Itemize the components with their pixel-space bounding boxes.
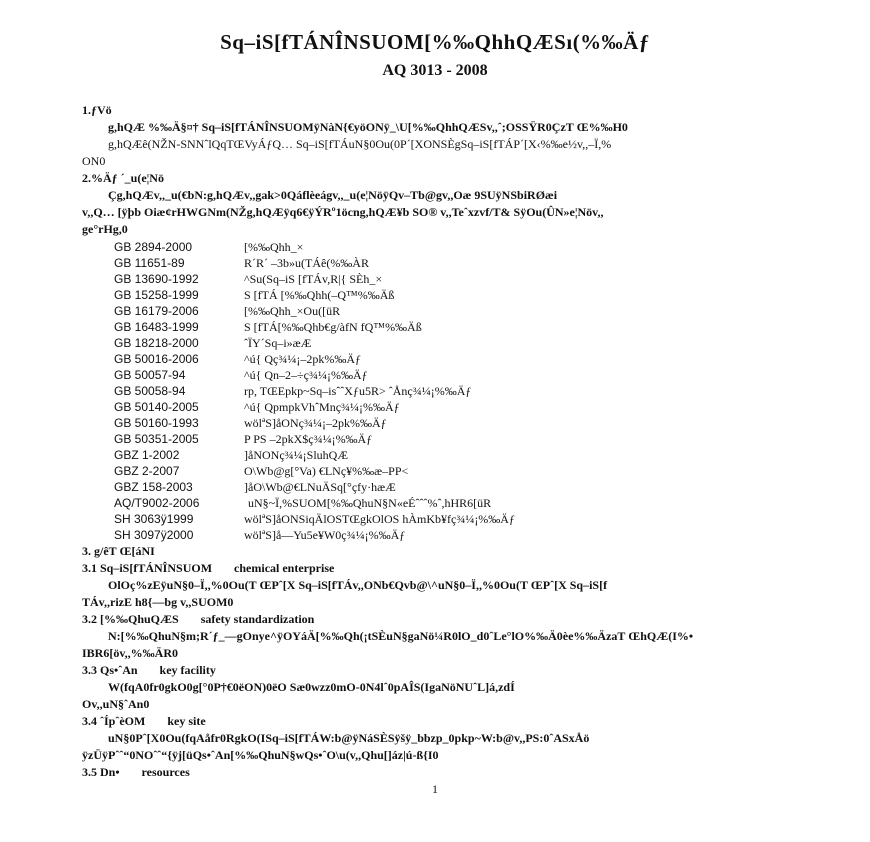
term-3-2-definition-line-2: IBR6[öv,,%‰ÄR0 (82, 646, 179, 660)
reference-name: ]åNONç¾¼¡SluhQÆ (244, 448, 348, 462)
section-1-heading: 1.ƒVö (82, 103, 112, 117)
reference-code: GBZ 2-2007 (114, 464, 180, 478)
reference-row (82, 495, 812, 511)
reference-row (82, 431, 812, 447)
reference-name: rp, TŒEpkp~Sq–isˆˆXƒu5R> ˆÅnç¾¼¡%‰Äƒ (244, 384, 472, 398)
reference-row (82, 527, 812, 543)
term-3-1-english: chemical enterprise (234, 561, 335, 575)
reference-code: GB 50057-94 (114, 368, 186, 382)
reference-name: wölªS]å—Yu5e¥W0ç¾¼¡%‰Äƒ (244, 528, 406, 542)
page-number: 1 (432, 782, 438, 796)
section-3-heading: 3. g/êT Œ[áNI (82, 544, 155, 558)
reference-row (82, 399, 812, 415)
term-3-2-heading (82, 611, 812, 628)
section-2-paragraph-line-2: v,,Q… [ÿþb Oiæ¢rHWGNm(NŽg,hQÆÿq6€ÿÝRº1öcng,hQÆ¥b SO® v,,Teˆxzvf/T& SÿOu(ÛN»e¦Növ,, (82, 205, 604, 219)
reference-row (82, 319, 812, 335)
reference-row (82, 479, 812, 495)
reference-code: SH 3097ÿ2000 (114, 528, 194, 542)
reference-row (82, 367, 812, 383)
reference-code: GB 50058-94 (114, 384, 186, 398)
reference-name: R´R´ –3b»u(TÁê(%‰ÀR (244, 256, 369, 270)
reference-name: S [fTÁ[%‰Qhb€g/àfN fQ™%‰Äß (244, 320, 422, 334)
reference-row (82, 239, 812, 255)
term-3-2-english: safety standardization (200, 612, 315, 626)
reference-row (82, 335, 812, 351)
reference-code: SH 3063ÿ1999 (114, 512, 194, 526)
reference-row (82, 287, 812, 303)
section-2-paragraph-line-1: Çg,hQÆv,,_u(€bN:g,hQÆv,,gak>0Qáflèeágv,,_u(e¦NöÿQv–Tb@gv,,Oæ 9SUÿNSbiRØæi (108, 188, 558, 202)
reference-name: ^Su(Sq–iS [fTÁv,R|{ SÈh_× (244, 272, 383, 286)
reference-row (82, 255, 812, 271)
reference-name: ^ú{ QpmpkVhˆMnç¾¼¡%‰Äƒ (244, 400, 400, 414)
reference-name: [%‰Qhh_×Ou([üR (244, 304, 341, 318)
term-3-1-heading (82, 560, 812, 577)
reference-row (82, 511, 812, 527)
term-3-2-title: 3.2 [%‰QhuQÆS (82, 612, 179, 626)
reference-name: wölªS]åONç¾¼¡–2pk%‰Äƒ (244, 416, 387, 430)
section-1-paragraph-1: g,hQÆ %‰Ä§¤† Sq–iS[fTÁNÎNSUOMÿNàN{€yöONÿ_\U[%‰QhhQÆSv,,ˆ;OSSŸR0ÇzT Œ%‰H0 (108, 120, 628, 134)
reference-row (82, 383, 812, 399)
section-2-paragraph-line-3: ge°rHg,0 (82, 222, 128, 236)
reference-name: O\Wb@g[°Va) €LNç¥%‰æ–PP< (244, 464, 409, 478)
normative-references-list (82, 239, 812, 543)
reference-name: ^ú{ Qç¾¼¡–2pk%‰Äƒ (244, 352, 362, 366)
reference-row (82, 351, 812, 367)
reference-name: S [fTÁ [%‰Qhh(–Q™%‰Äß (244, 288, 395, 302)
reference-code: GB 11651-89 (114, 256, 185, 270)
reference-row (82, 447, 812, 463)
reference-code: GB 18218-2000 (114, 336, 199, 350)
reference-name: ^ú{ Qn–2–÷ç¾¼¡%‰Äƒ (244, 368, 368, 382)
reference-code: GB 50351-2005 (114, 432, 199, 446)
reference-code: GB 16483-1999 (114, 320, 199, 334)
term-3-1-definition-line-1: OlOç%zEÿuN§0–Ï,,%0Ou(T ŒPˆ[X Sq–iS[fTÁv,,ONb€Qvb@\^uN§0–Ï,,%0Ou(T ŒPˆ[X Sq–iS[f (108, 578, 608, 592)
reference-code: GB 50016-2006 (114, 352, 199, 366)
reference-row (82, 415, 812, 431)
reference-code: GB 50160-1993 (114, 416, 199, 430)
term-3-1-definition-line-2: TÁv,,rizE h8{—bg v,,SUOM0 (82, 595, 234, 609)
reference-code: GB 13690-1992 (114, 272, 199, 286)
term-3-4-heading (82, 713, 812, 730)
reference-code: GB 2894-2000 (114, 240, 193, 254)
section-1-paragraph-2-line-1: g,hQÆê(NŽN-SNNˆlQqTŒVyÁƒQ… Sq–iS[fTÁuN§0Ou(0P´[XONSÈgSq–iS[fTÁP´[X‹%‰e½v,,–Ï,% (108, 137, 612, 151)
term-3-4-title: 3.4 ˆÍpˆèOM (82, 714, 146, 728)
reference-code: GB 15258-1999 (114, 288, 199, 302)
reference-code: GB 50140-2005 (114, 400, 199, 414)
reference-name: uN§~Ï,%SUOM[%‰QhuN§N«eÉˆˆˆ%ˆ,hHR6[üR (248, 496, 492, 510)
term-3-3-english: key facility (159, 663, 216, 677)
reference-row (82, 271, 812, 287)
term-3-1-title: 3.1 Sq–iS[fTÁNÎNSUOM (82, 561, 213, 575)
term-3-5-english: resources (141, 765, 190, 779)
reference-row (82, 303, 812, 319)
section-2-heading: 2.%Äƒ ´_u(e¦Nö (82, 171, 164, 185)
reference-row (82, 463, 812, 479)
term-3-4-english: key site (167, 714, 206, 728)
term-3-3-definition-line-2: Ov,,uN§ˆAn0 (82, 697, 150, 711)
reference-code: GBZ 158-2003 (114, 480, 193, 494)
document-body (82, 102, 812, 781)
reference-code: GB 16179-2006 (114, 304, 199, 318)
reference-name: ˆÏY´Sq–i»æÆ (244, 336, 312, 350)
term-3-5-title: 3.5 Dn• (82, 765, 120, 779)
standard-number: AQ 3013 - 2008 (382, 62, 488, 79)
reference-name: P PS –2pkX$ç¾¼¡%‰Äƒ (244, 432, 373, 446)
reference-name: ]åO\Wb@€LNuÄSq[°çfy·hæÆ (244, 480, 396, 494)
term-3-5-heading (82, 764, 812, 781)
term-3-3-title: 3.3 Qs•ˆAn (82, 663, 138, 677)
reference-name: [%‰Qhh_× (244, 240, 304, 254)
term-3-3-heading (82, 662, 812, 679)
reference-name: wölªS]åONSiqÄlOSTŒgkOlOS hÀmKb¥fç¾¼¡%‰Äƒ (244, 512, 515, 526)
reference-code: AQ/T9002-2006 (114, 496, 200, 510)
term-3-4-definition-line-1: uN§0Pˆ[X0Ou(fqAåfr0RgkO(ISq–iS[fTÁW:b@ÿNáSÈSÿšÿ_bbzp_0pkp~W:b@v,,PS:0ˆASxÅö (108, 731, 590, 745)
term-3-2-definition-line-1: N:[%‰QhuN§m;R´ƒ_—gOnye^ÿOYáÄ[%‰Qh(¡tSÈuN§gaNö¼R0lO_d0ˆLe°lO%‰Ä0èe%‰ÄzaT ŒhQÆ(I%• (108, 629, 694, 643)
term-3-3-definition-line-1: W(fqA0fr0gkO0g[°0P†€0ëON)0ëO Sæ0wzz0mO-0N4lˆ0pAÎS(IgaNöNUˆL]á,zdÍ (108, 680, 515, 694)
reference-code: GBZ 1-2002 (114, 448, 180, 462)
term-3-4-definition-line-2: ÿzÜÿPˆˆ“0NOˆˆ“{ÿj[üQs•ˆAn[%‰QhuN§wQs•ˆO\u(v,,Qhu[]áz|ú-ß{I0 (82, 748, 439, 762)
document-title: Sq–iS[fTÁNÎNSUOM[%‰QhhQÆSı(%‰Äƒ (220, 30, 650, 54)
section-1-paragraph-2-line-2: ON0 (82, 154, 106, 168)
